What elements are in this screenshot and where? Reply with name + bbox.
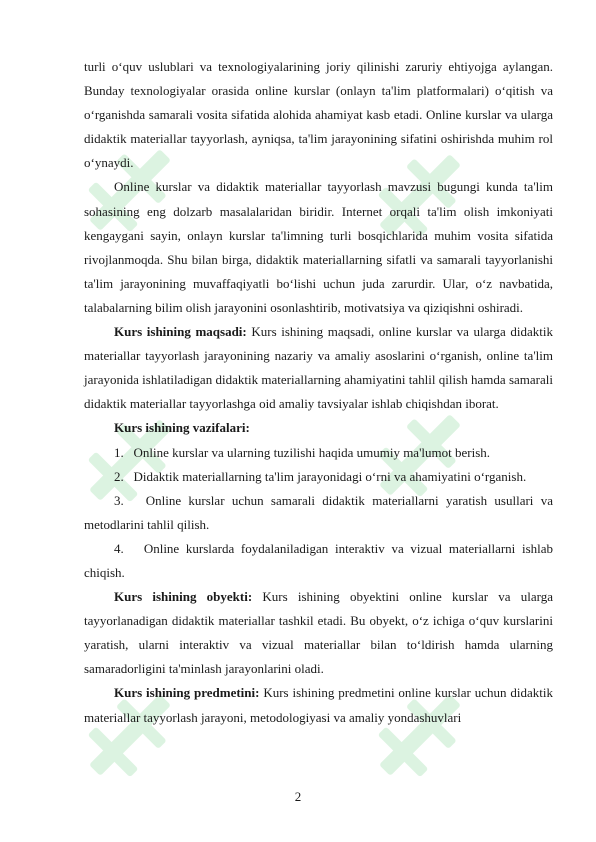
goal-text: Kurs ishining maqsadi, online kurslar va ularga didaktik materiallar tayyorlash jarayonining nazariy va amaliy asoslarini o‘rganish, online ta'lim jarayonida ishlatiladigan didaktik materiallarning ahamiyatini tahlil qilish hamda samarali didaktik materiallar tayyorlashga oid amaliy tavsiyalar ishlab chiqishdan iborat. (84, 324, 553, 412)
subject-text: Kurs ishining predmetini online kurslar uchun didaktik materiallar tayyorlash jarayoni, metodologiyasi va amaliy yondashuvlari (84, 685, 553, 725)
goal-label: Kurs ishining maqsadi: (114, 324, 247, 340)
paragraph-subject (84, 681, 553, 729)
task-text: Didaktik materiallarning ta'lim jarayonidagi o‘rni va ahamiyatini o‘rganish. (133, 468, 527, 484)
document-body (84, 55, 553, 730)
task-item (84, 537, 553, 585)
task-number: 3. (114, 492, 124, 508)
tasks-heading: Kurs ishining vazifalari: (114, 420, 250, 436)
task-number: 4. (114, 540, 124, 556)
paragraph-intro-continued: turli o‘quv uslublari va texnologiyalarining joriy qilinishi zaruriy ehtiyojga aylangan. Bunday texnologiyalar orasida online kurslar (onlayn ta'lim platformalari) o‘qitish va o‘rganishda samarali vosita sifatida alohida ahamiyat kasb etadi. Online kurslar va ularga didaktik materiallar tayyorlash, ayniqsa, ta'lim jarayonining sifatini oshirishda muhim rol o‘ynaydi. (84, 59, 553, 171)
page-number: 2 (294, 789, 302, 804)
paragraph-topic-relevance: Online kurslar va didaktik materiallar tayyorlash mavzusi bugungi kunda ta'lim sohasining eng dolzarb masalalaridan biridir. Internet orqali ta'lim olish imkoniyati kengaygani sayin, onlayn kurslar ta'limning turli bosqichlarida muhim vosita sifatida rivojlanmoqda. Shu bilan birga, didaktik materiallarning sifatli va samarali tayyorlanishi ta'lim jarayonining muvaffaqiyatli bo‘lishi uchun juda zarurdir. Ular, o‘z navbatida, talabalarning bilim olish jarayonini osonlashtirib, motivatsiya va qiziqishni oshiradi. (84, 179, 553, 315)
task-text: Online kurslarda foydalaniladigan interaktiv va vizual materiallarni ishlab chiqish. (84, 540, 554, 580)
task-item (84, 465, 553, 489)
object-text: Kurs ishining obyektini online kurslar va ularga tayyorlanadigan didaktik materiallar tashkil etadi. Bu obyekt, o‘z ichiga o‘quv kurslarini yaratish, ularni interaktiv va vizual materiallar bilan to‘ldirish hamda ularning samaradorligini ta'minlash jarayonlarini oladi. (84, 589, 553, 677)
object-label: Kurs ishining obyekti: (114, 589, 253, 605)
task-text: Online kurslar va ularning tuzilishi haqida umumiy ma'lumot berish. (133, 444, 491, 460)
subject-label: Kurs ishining predmetini: (114, 685, 260, 701)
paragraph-goal (84, 320, 553, 416)
task-number: 2. (114, 468, 124, 484)
task-item (84, 441, 553, 465)
paragraph-object (84, 585, 553, 681)
task-number: 1. (114, 444, 124, 460)
task-item (84, 489, 553, 537)
task-text: Online kurslar uchun samarali didaktik materiallarni yaratish usullari va metodlarini tahlil qilish. (84, 492, 554, 532)
